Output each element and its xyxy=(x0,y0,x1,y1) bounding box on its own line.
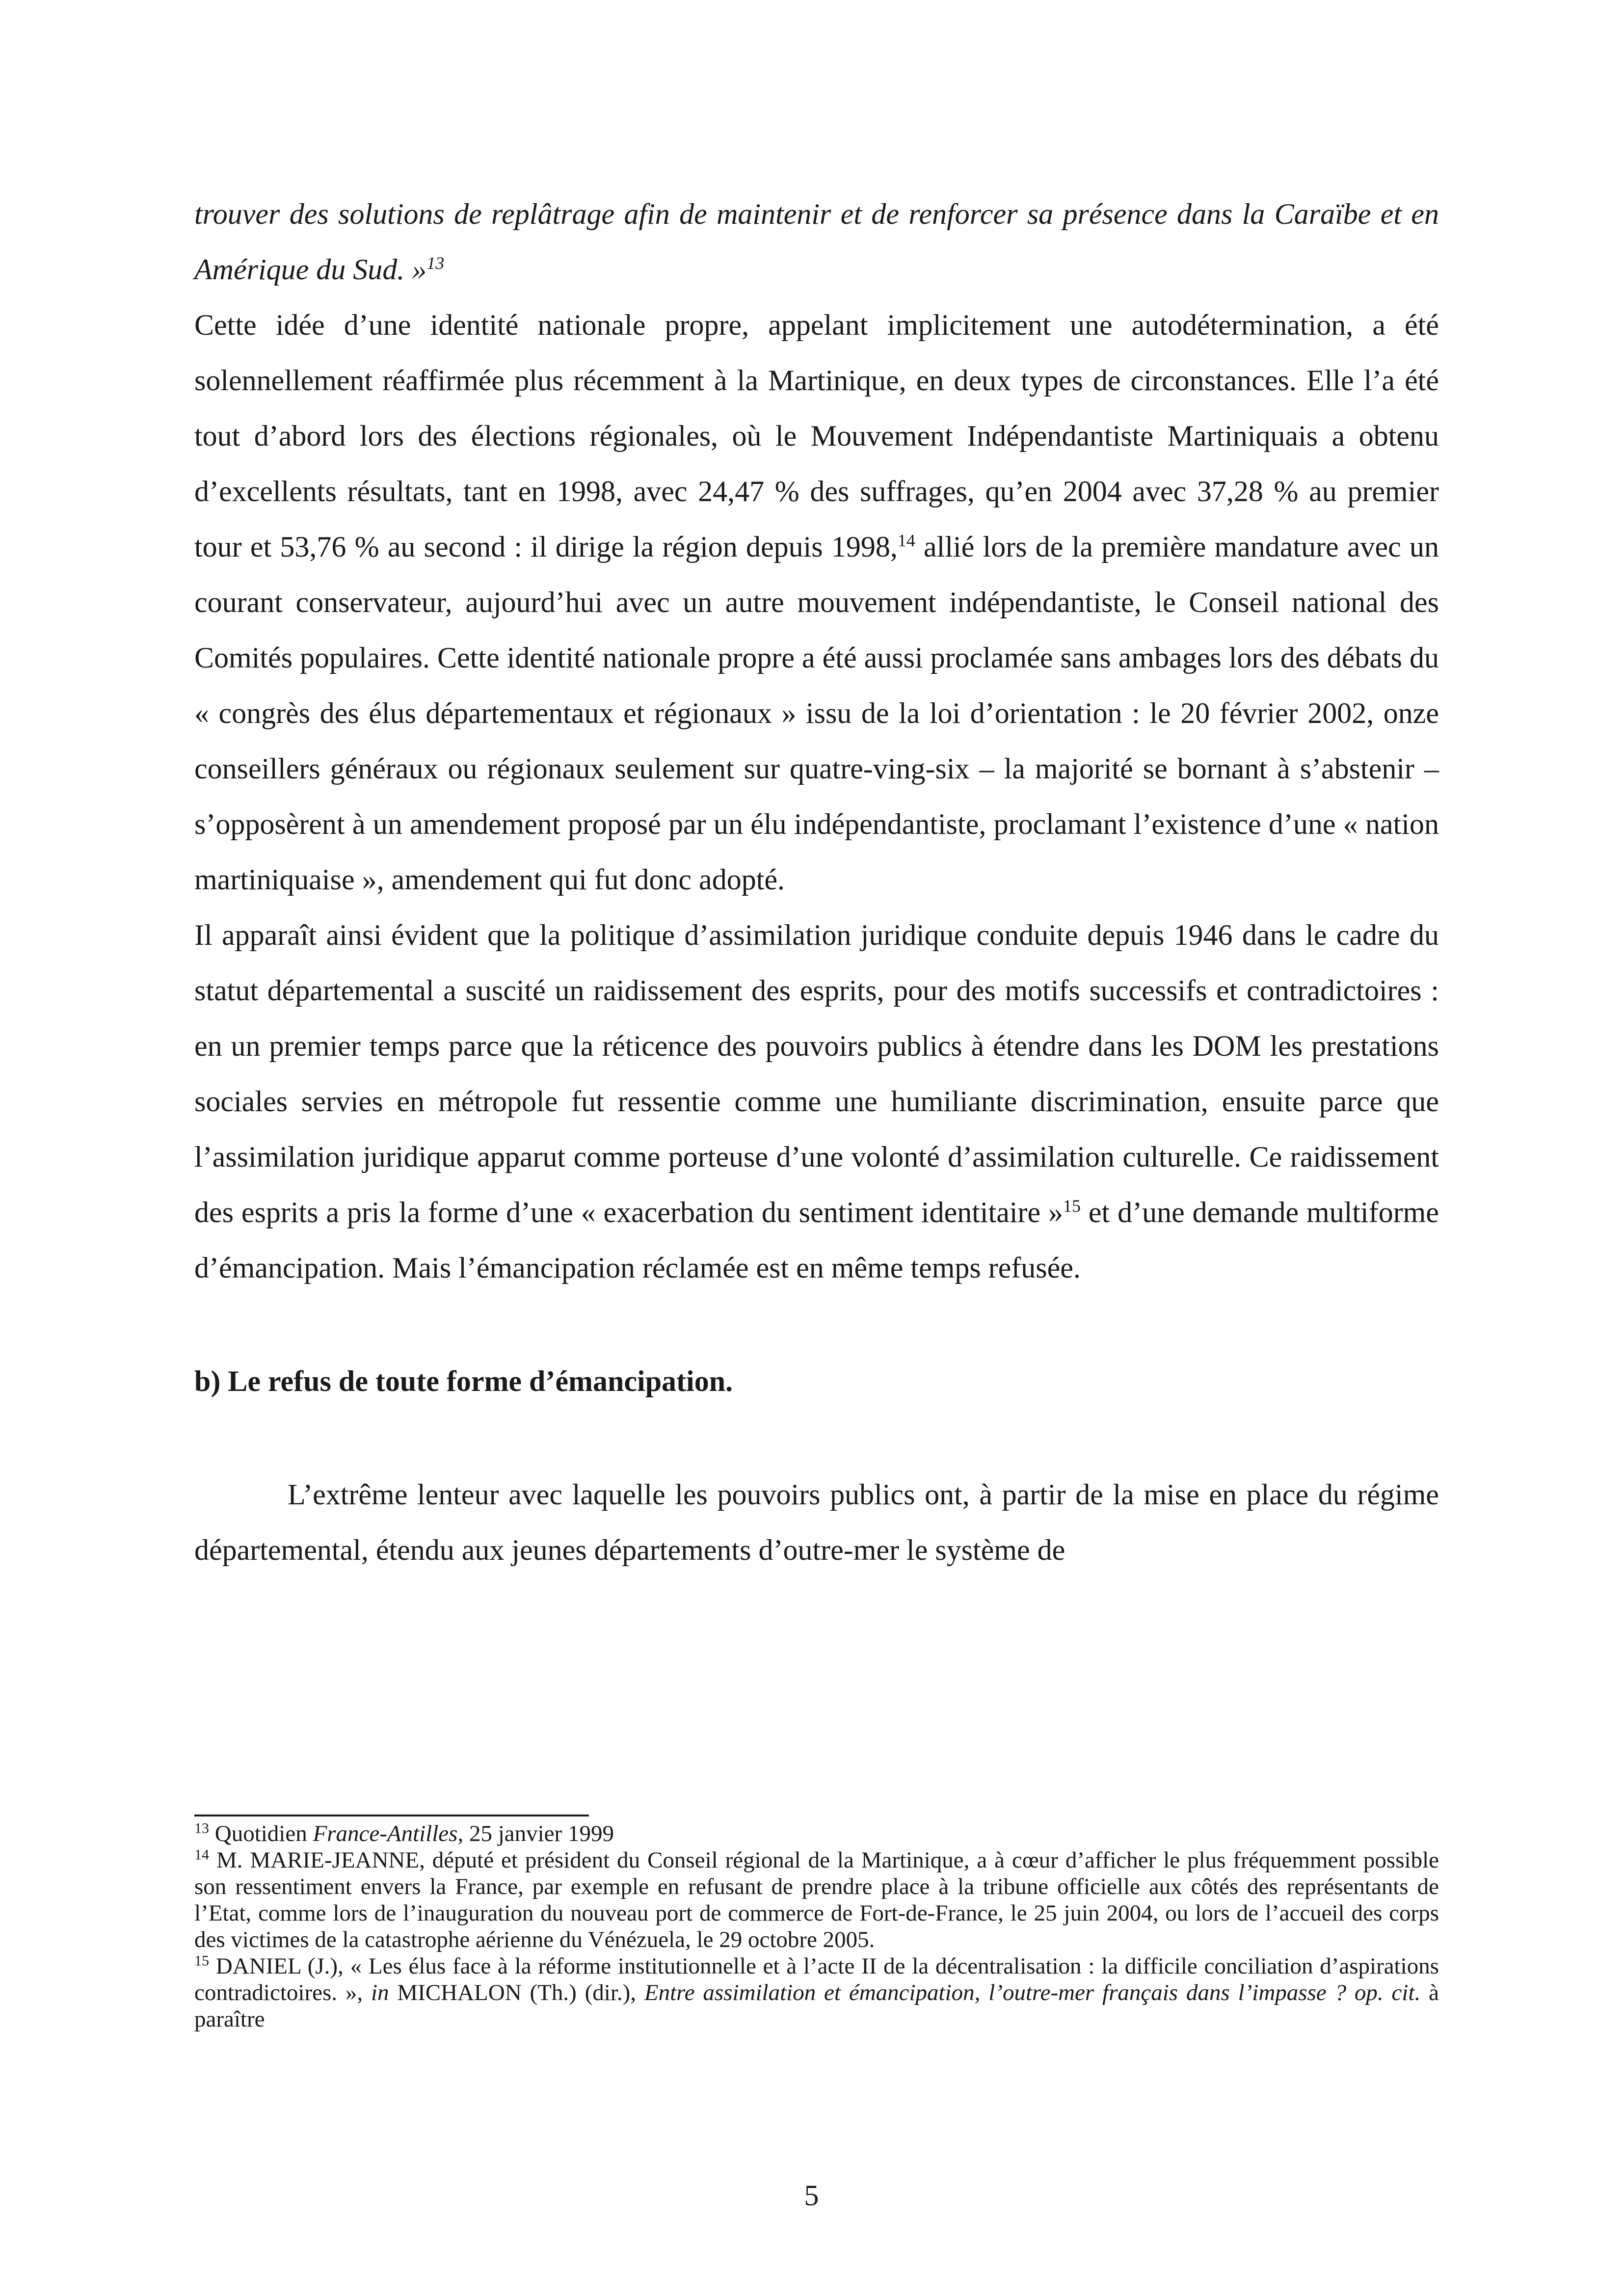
footnote-14 xyxy=(194,1847,1439,1953)
page-body xyxy=(194,187,1439,1578)
footnote-number: 14 xyxy=(194,1846,209,1863)
paragraph-assimilation xyxy=(194,908,1439,1296)
footnote-italic-title: Entre assimilation et émancipation, l’outre-mer français dans l’impasse ? op. cit. xyxy=(644,1980,1421,2005)
quote-continuation xyxy=(194,187,1439,297)
footnote-number: 15 xyxy=(194,1952,209,1969)
quote-text: trouver des solutions de replâtrage afin de maintenir et de renforcer sa présence dans la Caraïbe et en Amérique du Sud. » xyxy=(194,198,1439,286)
page-number: 5 xyxy=(804,2179,819,2212)
footnote-separator xyxy=(194,1815,589,1816)
section-heading: b) Le refus de toute forme d’émancipation. xyxy=(194,1365,733,1397)
footnote-ref-14[interactable]: 14 xyxy=(897,531,915,550)
paragraph-text: allié lors de la première mandature avec un courant conservateur, aujourd’hui avec un autre mouvement indépendantiste, le Conseil national des Comités populaires. Cette identité nationale propre a été aussi proclamée sans ambages lors des débats du « congrès des élus départementaux et régionaux » issu de la loi d’orientation : le 20 février 2002, onze conseillers généraux ou régionaux seulement sur quatre-ving-six – la majorité se bornant à s’abstenir – s’opposèrent à un amendement proposé par un élu indépendantiste, proclamant l’existence d’une « nation martiniquaise », amendement qui fut donc adopté. xyxy=(194,531,1439,896)
footnote-text: DANIEL (J.), « Les élus face à la réforme institutionnelle et à l’acte II de la décentralisation : la difficile conciliation d’aspirations contradictoires. », xyxy=(194,1953,1439,2005)
footnotes xyxy=(194,1815,1439,2032)
footnote-text: 25 janvier 1999 xyxy=(463,1821,614,1846)
footnote-text: MICHALON (Th.) (dir.), xyxy=(389,1980,644,2005)
paragraph-text: et d’une demande multiforme d’émancipation. Mais l’émancipation réclamée est en même temps refusée. xyxy=(194,1196,1439,1284)
paragraph-identite-nationale xyxy=(194,297,1439,908)
footnote-15 xyxy=(194,1953,1439,2032)
paragraph-text: Il apparaît ainsi évident que la politique d’assimilation juridique conduite depuis 1946 dans le cadre du statut départemental a suscité un raidissement des esprits, pour des motifs successifs et contradictoires : en un premier temps parce que la réticence des pouvoirs publics à étendre dans les DOM les prestations sociales servies en métropole fut ressentie comme une humiliante discrimination, ensuite parce que l’assimilation juridique apparut comme porteuse d’une volonté d’assimilation culturelle. Ce raidissement des esprits a pris la forme d’une « exacerbation du sentiment identitaire » xyxy=(194,919,1439,1228)
footnote-italic: France-Antilles, xyxy=(313,1821,464,1846)
footnote-italic: in xyxy=(371,1980,389,2005)
footnote-text: à paraître xyxy=(194,1980,1439,2032)
paragraph-lenteur: L’extrême lenteur avec laquelle les pouvoirs publics ont, à partir de la mise en place du régime départemental, étendu aux jeunes départements d’outre-mer le système de xyxy=(194,1478,1439,1566)
footnote-text: Quotidien xyxy=(209,1821,313,1846)
footnote-number: 13 xyxy=(194,1820,209,1837)
footnote-ref-15[interactable]: 15 xyxy=(1063,1196,1081,1216)
footnote-ref-13[interactable]: 13 xyxy=(426,253,445,273)
paragraph-text: Cette idée d’une identité nationale propre, appelant implicitement une autodétermination, a été solennellement réaffirmée plus récemment à la Martinique, en deux types de circonstances. Elle l’a été tout d’abord lors des élections régionales, où le Mouvement Indépendantiste Martiniquais a obtenu d’excellents résultats, tant en 1998, avec 24,47 % des suffrages, qu’en 2004 avec 37,28 % au premier tour et 53,76 % au second : il dirige la région depuis 1998, xyxy=(194,309,1439,563)
footnote-text: M. MARIE-JEANNE, député et président du Conseil régional de la Martinique, a à cœur d’afficher le plus fréquemment possible son ressentiment envers la France, par exemple en refusant de prendre place à la tribune officielle aux côtés des représentants de l’Etat, comme lors de l’inauguration du nouveau port de commerce de Fort-de-France, le 25 juin 2004, ou lors de l’accueil des corps des victimes de la catastrophe aérienne du Vénézuela, le 29 octobre 2005. xyxy=(194,1847,1439,1952)
footnote-13 xyxy=(194,1820,1439,1847)
